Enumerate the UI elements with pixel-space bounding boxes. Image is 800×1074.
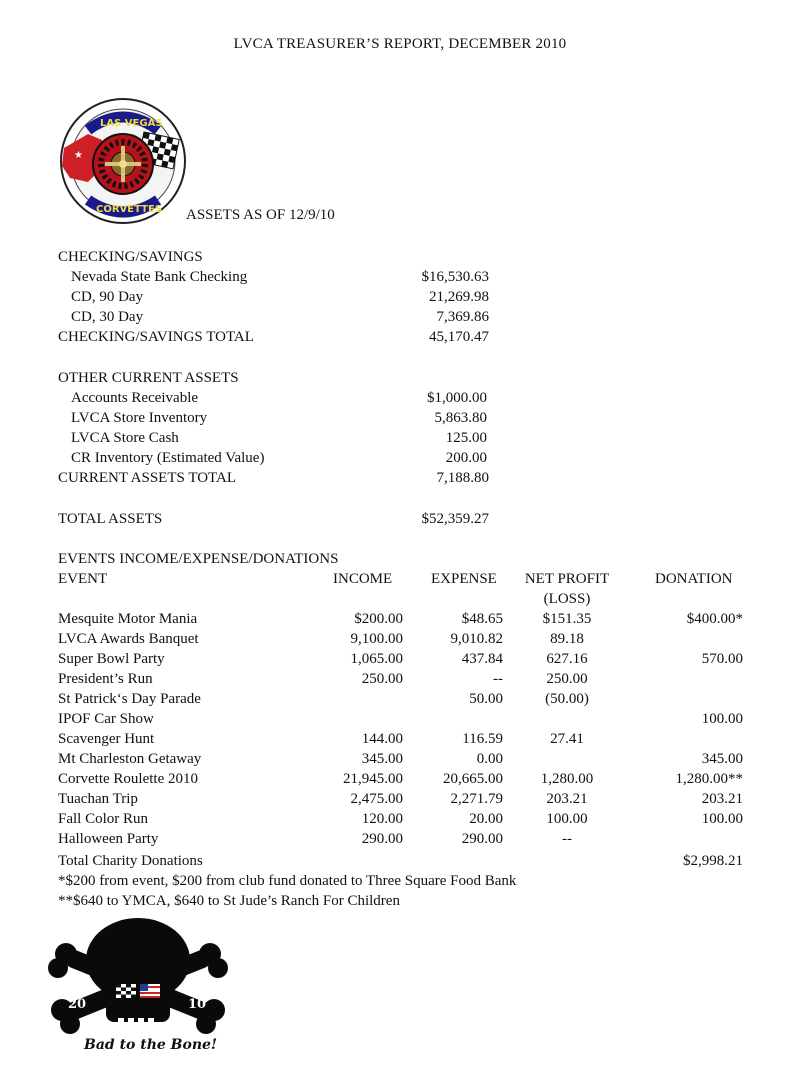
event-event-cell: Halloween Party [58, 831, 159, 847]
logo-bottom-lettering: CORVETTES [96, 204, 163, 215]
col-net-header: NET PROFIT [524, 571, 610, 587]
event-expense-cell: -- [493, 671, 503, 687]
asset-label: LVCA Store Inventory [71, 410, 208, 426]
event-expense-cell: 2,271.79 [450, 791, 503, 807]
asset-label: Nevada State Bank Checking [71, 269, 248, 285]
event-net-cell: 27.41 [550, 731, 584, 747]
event-event-cell: IPOF Car Show [58, 711, 154, 727]
asset-label: CD, 90 Day [71, 289, 144, 305]
event-event-cell: Fall Color Run [58, 811, 149, 827]
col-expense-header: EXPENSE [431, 571, 497, 587]
footnote: *$200 from event, $200 from club fund donated to Three Square Food Bank [58, 873, 517, 889]
event-donation-cell: 100.00 [701, 811, 743, 827]
logo-tagline: Bad to the Bone! [84, 1037, 218, 1053]
lvca-logo-image [58, 96, 188, 226]
total-donations-label: Total Charity Donations [58, 853, 203, 869]
event-net-cell: 250.00 [546, 671, 588, 687]
footnote: **$640 to YMCA, $640 to St Jude’s Ranch For Children [58, 893, 400, 909]
event-expense-cell: 290.00 [461, 831, 503, 847]
event-event-cell: Super Bowl Party [58, 651, 165, 667]
event-event-cell: St Patrick‘s Day Parade [58, 691, 201, 707]
event-net-cell: 203.21 [546, 791, 588, 807]
asset-value: 5,863.80 [434, 410, 487, 426]
assets-heading: ASSETS AS OF 12/9/10 [186, 207, 335, 223]
event-expense-cell: 0.00 [476, 751, 503, 767]
asset-label: CR Inventory (Estimated Value) [71, 450, 265, 466]
asset-value: 21,269.98 [429, 289, 489, 305]
event-donation-cell: 1,280.00** [675, 771, 743, 787]
checking-heading: CHECKING/SAVINGS [58, 249, 203, 265]
other-assets-heading: OTHER CURRENT ASSETS [58, 370, 239, 386]
checking-total-value: 45,170.47 [429, 329, 489, 345]
event-expense-cell: $48.65 [461, 611, 503, 627]
event-income-cell: 1,065.00 [350, 651, 403, 667]
asset-label: CD, 30 Day [71, 309, 144, 325]
event-expense-cell: 9,010.82 [450, 631, 503, 647]
event-event-cell: Tuachan Trip [58, 791, 138, 807]
asset-label: LVCA Store Cash [71, 430, 179, 446]
event-donation-cell: $400.00* [686, 611, 743, 627]
events-heading: EVENTS INCOME/EXPENSE/DONATIONS [58, 551, 339, 567]
col-donation-header: DONATION [655, 571, 733, 587]
event-donation-cell: 570.00 [701, 651, 743, 667]
event-event-cell: LVCA Awards Banquet [58, 631, 199, 647]
event-net-cell: (50.00) [545, 691, 589, 707]
current-assets-total-value: 7,188.80 [436, 470, 489, 486]
event-income-cell: $200.00 [354, 611, 403, 627]
logo-year-left: 20 [68, 997, 87, 1012]
event-income-cell: 290.00 [361, 831, 403, 847]
event-net-cell: 89.18 [550, 631, 584, 647]
col-net-header-sub: (LOSS) [543, 591, 591, 607]
event-event-cell: President’s Run [58, 671, 153, 687]
event-donation-cell: 203.21 [701, 791, 743, 807]
event-event-cell: Mesquite Motor Mania [58, 611, 198, 627]
total-donations-value: $2,998.21 [683, 853, 743, 869]
col-income-header: INCOME [333, 571, 393, 587]
event-event-cell: Corvette Roulette 2010 [58, 771, 198, 787]
report-title: LVCA TREASURER’S REPORT, DECEMBER 2010 [233, 36, 567, 52]
asset-value: 200.00 [445, 450, 487, 466]
skull-crossbones-logo-image [48, 918, 228, 1068]
asset-value: $16,530.63 [421, 269, 489, 285]
event-net-cell: -- [562, 831, 572, 847]
event-net-cell: 627.16 [546, 651, 588, 667]
event-income-cell: 250.00 [361, 671, 403, 687]
asset-value: 125.00 [445, 430, 487, 446]
event-expense-cell: 437.84 [461, 651, 503, 667]
event-income-cell: 144.00 [361, 731, 403, 747]
asset-value: $1,000.00 [427, 390, 487, 406]
event-event-cell: Mt Charleston Getaway [58, 751, 202, 767]
checking-total-label: CHECKING/SAVINGS TOTAL [58, 329, 254, 345]
event-expense-cell: 50.00 [469, 691, 503, 707]
event-income-cell: 120.00 [361, 811, 403, 827]
event-donation-cell: 345.00 [701, 751, 743, 767]
event-net-cell: $151.35 [542, 611, 592, 627]
event-net-cell: 1,280.00 [540, 771, 594, 787]
event-income-cell: 2,475.00 [350, 791, 403, 807]
event-event-cell: Scavenger Hunt [58, 731, 155, 747]
total-assets-value: $52,359.27 [421, 511, 489, 527]
svg-text:★: ★ [74, 150, 83, 161]
current-assets-total-label: CURRENT ASSETS TOTAL [58, 470, 237, 486]
event-donation-cell: 100.00 [701, 711, 743, 727]
event-income-cell: 9,100.00 [350, 631, 403, 647]
event-expense-cell: 20,665.00 [443, 771, 503, 787]
total-assets-label: TOTAL ASSETS [58, 511, 163, 527]
event-income-cell: 345.00 [361, 751, 403, 767]
asset-value: 7,369.86 [436, 309, 489, 325]
event-income-cell: 21,945.00 [343, 771, 403, 787]
asset-label: Accounts Receivable [71, 390, 199, 406]
event-expense-cell: 116.59 [462, 731, 503, 747]
event-net-cell: 100.00 [546, 811, 588, 827]
logo-top-lettering: LAS VEGAS [100, 118, 163, 129]
event-expense-cell: 20.00 [469, 811, 503, 827]
col-event-header: EVENT [58, 571, 108, 587]
logo-year-right: 10 [188, 997, 207, 1012]
